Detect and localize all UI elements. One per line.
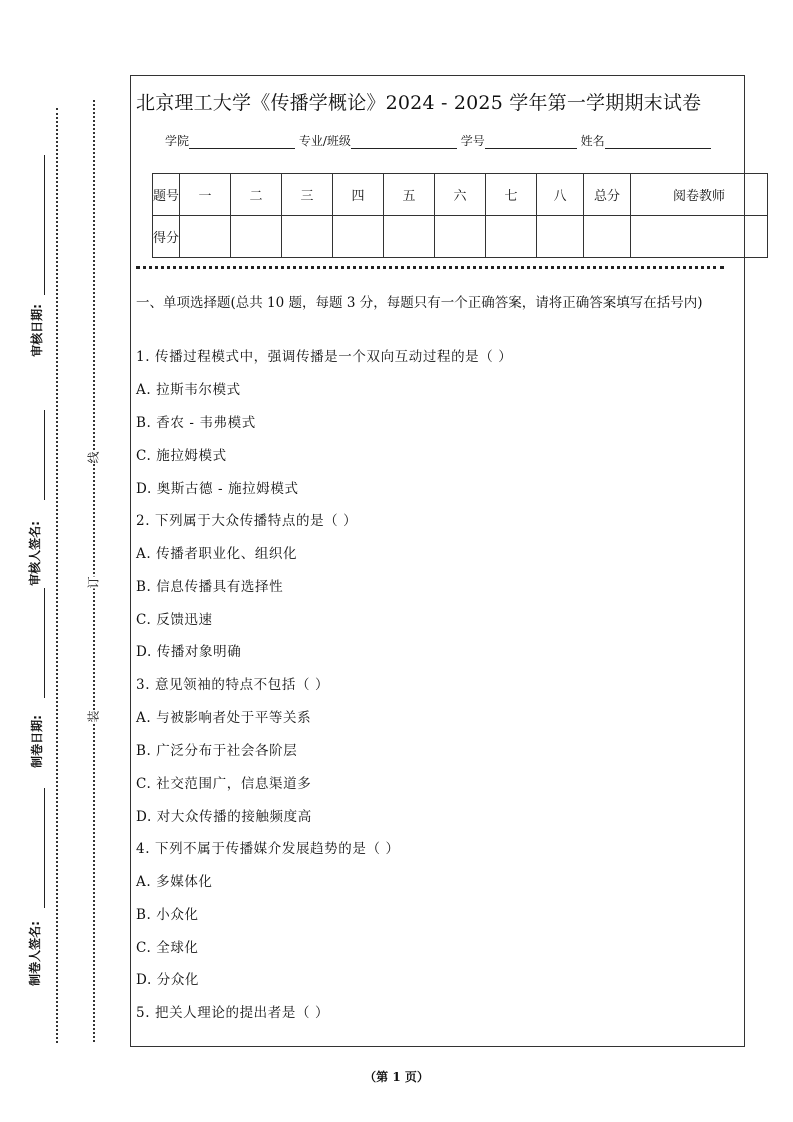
score-table — [152, 173, 768, 258]
score-input-cell[interactable] — [631, 216, 768, 258]
question-line: 1. 传播过程模式中，强调传播是一个双向互动过程的是（ ） — [136, 349, 513, 365]
score-header-cell: 八 — [537, 174, 584, 216]
score-table-header-row — [153, 174, 768, 216]
option-line: A. 拉斯韦尔模式 — [136, 382, 241, 398]
option-line: C. 全球化 — [136, 940, 199, 956]
binding-char-fold: 装 — [83, 710, 104, 722]
binding-char-line: 线 — [83, 451, 104, 463]
preparer-sign-label: 制卷人签名: — [27, 921, 42, 986]
option-line: A. 传播者职业化、组织化 — [136, 546, 298, 562]
question-line: 2. 下列属于大众传播特点的是（ ） — [136, 513, 358, 529]
section-heading: 一、单项选择题(总共 10 题，每题 3 分，每题只有一个正确答案，请将正确答案填写在括号内) — [136, 295, 703, 311]
question-line: 4. 下列不属于传播媒介发展趋势的是（ ） — [136, 841, 400, 857]
score-input-cell[interactable] — [537, 216, 584, 258]
question-line: 3. 意见领袖的特点不包括（ ） — [136, 677, 330, 693]
score-header-cell: 总分 — [584, 174, 631, 216]
score-header-cell: 一 — [180, 174, 231, 216]
major-label: 专业/班级 — [298, 134, 351, 148]
option-line: A. 与被影响者处于平等关系 — [136, 710, 312, 726]
major-field[interactable] — [351, 136, 457, 149]
score-input-cell[interactable] — [435, 216, 486, 258]
option-line: D. 分众化 — [136, 972, 200, 988]
option-line: B. 小众化 — [136, 907, 199, 923]
option-line: C. 社交范围广，信息渠道多 — [136, 776, 312, 792]
score-header-cell: 六 — [435, 174, 486, 216]
score-input-cell[interactable] — [231, 216, 282, 258]
name-label: 姓名 — [580, 134, 605, 148]
option-line: C. 反馈迅速 — [136, 612, 213, 628]
college-field[interactable] — [189, 136, 295, 149]
score-input-cell[interactable] — [333, 216, 384, 258]
student-info-row — [165, 132, 711, 149]
score-input-cell[interactable] — [282, 216, 333, 258]
score-header-cell: 阅卷教师 — [631, 174, 768, 216]
signature-line-preparer — [44, 788, 45, 908]
signature-line-reviewer — [44, 410, 45, 500]
option-line: C. 施拉姆模式 — [136, 448, 227, 464]
option-line: D. 奥斯古德 - 施拉姆模式 — [136, 481, 299, 497]
score-input-cell[interactable] — [584, 216, 631, 258]
outer-dotted-line — [56, 108, 58, 1043]
score-header-cell: 二 — [231, 174, 282, 216]
student-id-field[interactable] — [485, 136, 577, 149]
score-row-label: 得分 — [153, 216, 180, 258]
prep-date-label: 制卷日期: — [29, 715, 44, 768]
score-header-cell: 三 — [282, 174, 333, 216]
option-line: B. 广泛分布于社会各阶层 — [136, 743, 298, 759]
college-label: 学院 — [165, 134, 190, 148]
exam-title: 北京理工大学《传播学概论》2024 - 2025 学年第一学期期末试卷 — [136, 92, 702, 114]
option-line: B. 香农 - 韦弗模式 — [136, 415, 256, 431]
dotted-separator — [136, 266, 724, 269]
signature-line-review-date — [44, 155, 45, 295]
binding-char-bind: 订 — [83, 576, 104, 588]
score-input-cell[interactable] — [180, 216, 231, 258]
review-date-label: 审核日期: — [29, 304, 44, 357]
student-id-label: 学号 — [460, 134, 485, 148]
page-number: （第 1 页） — [364, 1070, 429, 1084]
option-line: A. 多媒体化 — [136, 874, 213, 890]
question-line: 5. 把关人理论的提出者是（ ） — [136, 1005, 330, 1021]
name-field[interactable] — [605, 136, 711, 149]
option-line: D. 对大众传播的接触频度高 — [136, 809, 312, 825]
score-header-cell: 七 — [486, 174, 537, 216]
option-line: B. 信息传播具有选择性 — [136, 579, 284, 595]
binding-dotted-line — [93, 100, 95, 1042]
score-input-cell[interactable] — [384, 216, 435, 258]
option-line: D. 传播对象明确 — [136, 644, 242, 660]
signature-line-prep-date — [44, 588, 45, 698]
score-table-score-row — [153, 216, 768, 258]
reviewer-sign-label: 审核人签名: — [27, 521, 42, 586]
score-header-cell: 四 — [333, 174, 384, 216]
score-header-cell: 五 — [384, 174, 435, 216]
score-input-cell[interactable] — [486, 216, 537, 258]
score-header-cell: 题号 — [153, 174, 180, 216]
